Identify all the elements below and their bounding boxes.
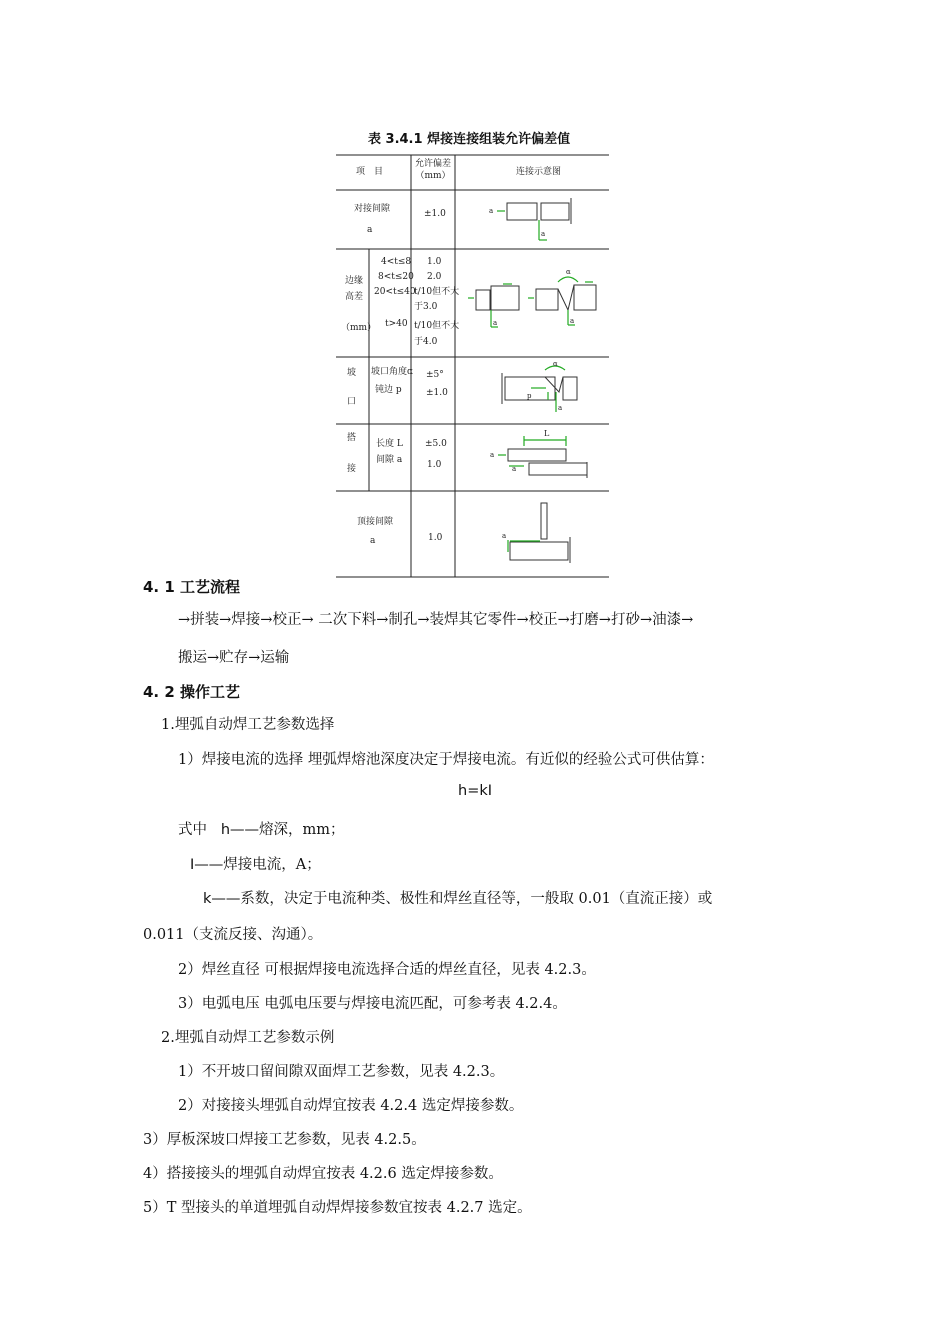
where-i-symbol: I bbox=[190, 857, 195, 873]
row-gap-item: 对接间隙 bbox=[354, 204, 391, 214]
process-flow-line-1: →拼装→焊接→校正→ 二次下料→制孔→装焊其它零件→校正→打磨→打砂→油漆→ bbox=[178, 612, 694, 628]
where-k-continued: 0.011（支流反接、沟通）。 bbox=[143, 927, 323, 943]
where-h-line bbox=[178, 818, 345, 839]
row-edge-tol-6: 于4.0 bbox=[414, 337, 438, 347]
row-edge-range-4: t>40 bbox=[385, 319, 408, 329]
svg-text:a: a bbox=[493, 319, 498, 327]
butt-gap-diagram bbox=[489, 198, 571, 240]
row-lap-item-2: 接 bbox=[347, 464, 357, 474]
bevel-diagram bbox=[502, 360, 577, 412]
where-h-symbol: h bbox=[220, 822, 231, 838]
para-current: 1）焊接电流的选择 埋弧焊熔池深度决定于焊接电流。有近似的经验公式可供估算： bbox=[178, 752, 714, 768]
svg-text:a: a bbox=[490, 451, 495, 459]
edge-offset-diagram bbox=[468, 268, 596, 327]
where-k-symbol: k bbox=[203, 891, 212, 907]
example-4: 4）搭接接头的埋弧自动焊宜按表 4.2.6 选定焊接参数。 bbox=[143, 1166, 503, 1182]
row-edge-range-1: 4<t≤8 bbox=[381, 257, 412, 267]
para-arc-voltage: 3）电弧电压 电弧电压要与焊接电流匹配，可参考表 4.2.4。 bbox=[178, 996, 567, 1012]
row-bevel-tol-1: ±5° bbox=[426, 370, 444, 380]
formula: h=kI bbox=[458, 783, 493, 799]
row-lap-item-1: 搭 bbox=[347, 433, 357, 443]
row-tee-symbol: a bbox=[370, 536, 376, 546]
row-edge-item-3: （mm） bbox=[341, 323, 377, 333]
row-edge-tol-1: 1.0 bbox=[427, 257, 442, 267]
svg-text:α: α bbox=[566, 268, 571, 276]
svg-text:a: a bbox=[502, 532, 507, 540]
section-4-2-heading: 4. 2 操作工艺 bbox=[143, 683, 241, 701]
row-edge-tol-2: 2.0 bbox=[427, 272, 442, 282]
process-flow-line-2: 搬运→贮存→运输 bbox=[178, 650, 290, 666]
table-caption: 表 3.4.1 焊接连接组装允许偏差值 bbox=[368, 132, 571, 147]
svg-text:a: a bbox=[541, 230, 546, 238]
svg-text:a: a bbox=[512, 465, 517, 473]
section-4-1-heading: 4. 1 工艺流程 bbox=[143, 578, 241, 596]
row-edge-tol-3: t/10但不大 bbox=[414, 287, 460, 297]
where-k-desc: ——系数，决定于电流种类、极性和焊丝直径等，一般取 0.01（直流正接）或 bbox=[211, 891, 713, 907]
row-edge-range-2: 8<t≤20 bbox=[378, 272, 414, 282]
where-label: 式中 bbox=[178, 822, 207, 838]
where-k-line bbox=[203, 887, 712, 908]
row-gap-symbol: a bbox=[367, 225, 373, 235]
row-edge-range-3: 20<t≤40 bbox=[374, 287, 416, 297]
row-lap-tol-1: ±5.0 bbox=[425, 439, 447, 449]
row-lap-sub-1: 长度 L bbox=[376, 439, 403, 449]
row-bevel-item-1: 坡 bbox=[347, 368, 357, 378]
svg-text:a: a bbox=[489, 207, 494, 215]
para-wire-diameter: 2）焊丝直径 可根据焊接电流选择合适的焊丝直径，见表 4.2.3。 bbox=[178, 962, 596, 978]
row-bevel-tol-2: ±1.0 bbox=[426, 388, 448, 398]
item-2-title: 2.埋弧自动焊工艺参数示例 bbox=[161, 1030, 335, 1046]
svg-text:L: L bbox=[544, 429, 550, 438]
item-1-title: 1.埋弧自动焊工艺参数选择 bbox=[161, 717, 335, 733]
header-diagram: 连接示意图 bbox=[516, 167, 562, 177]
row-edge-tol-4: 于3.0 bbox=[414, 302, 438, 312]
where-h-desc: ——熔深，mm； bbox=[230, 822, 345, 838]
row-tee-item: 顶接间隙 bbox=[357, 517, 394, 527]
tolerance-table-grid bbox=[0, 0, 950, 600]
example-5: 5）T 型接头的单道埋弧自动焊焊接参数宜按表 4.2.7 选定。 bbox=[143, 1200, 532, 1216]
where-i-line bbox=[190, 853, 321, 874]
row-lap-sub-2: 间隙 a bbox=[376, 455, 403, 465]
row-gap-tol: ±1.0 bbox=[424, 209, 446, 219]
header-item: 项 目 bbox=[356, 167, 384, 177]
row-bevel-sub-1: 坡口角度α bbox=[371, 367, 414, 377]
where-i-desc: ——焊接电流，A； bbox=[194, 857, 321, 873]
row-bevel-sub-2: 钝边 p bbox=[375, 385, 402, 395]
row-edge-tol-5: t/10但不大 bbox=[414, 321, 460, 331]
row-edge-item-2: 高差 bbox=[345, 292, 364, 302]
row-bevel-item-2: 口 bbox=[347, 397, 357, 407]
row-edge-item-1: 边缘 bbox=[345, 276, 364, 286]
svg-text:a: a bbox=[570, 317, 575, 325]
svg-text:a: a bbox=[558, 404, 563, 412]
example-2: 2）对接接头埋弧自动焊宜按表 4.2.4 选定焊接参数。 bbox=[178, 1098, 524, 1114]
tee-joint-diagram bbox=[502, 503, 570, 563]
lap-joint-diagram bbox=[490, 429, 587, 478]
example-3: 3）厚板深坡口焊接工艺参数，见表 4.2.5。 bbox=[143, 1132, 426, 1148]
svg-text:p: p bbox=[527, 392, 532, 400]
header-tolerance: 允许偏差（mm） bbox=[414, 159, 451, 181]
svg-text:α: α bbox=[553, 360, 558, 368]
row-lap-tol-2: 1.0 bbox=[427, 460, 442, 470]
row-tee-tol: 1.0 bbox=[428, 533, 443, 543]
example-1: 1）不开坡口留间隙双面焊工艺参数，见表 4.2.3。 bbox=[178, 1064, 505, 1080]
